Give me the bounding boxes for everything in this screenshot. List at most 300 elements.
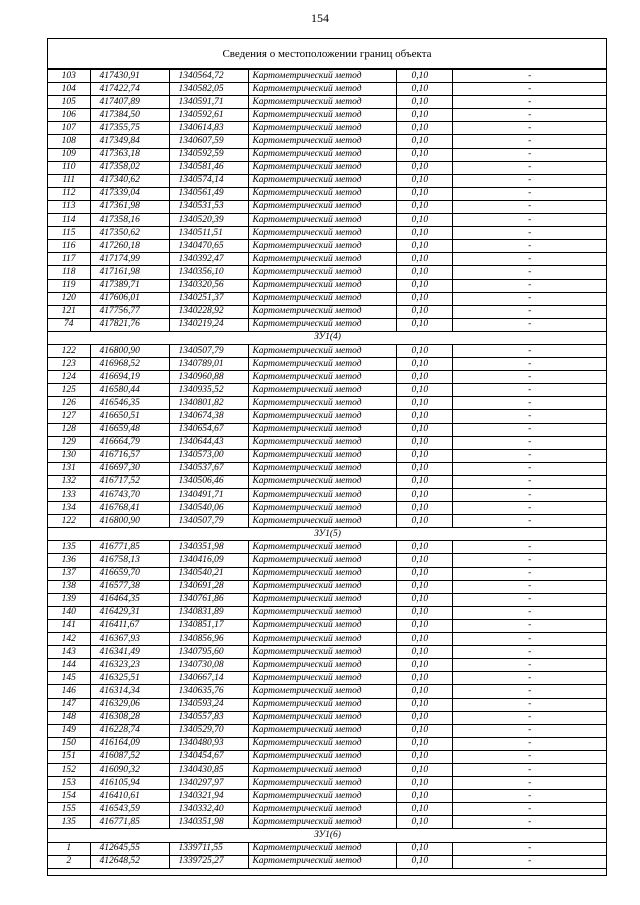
method-cell: Картометрический метод [248, 318, 396, 331]
method-cell: Картометрический метод [248, 567, 396, 580]
accuracy-cell: 0,10 [396, 318, 452, 331]
point-number: 155 [48, 803, 90, 816]
table-row [48, 266, 607, 279]
coord-x: 417821,76 [90, 318, 169, 331]
accuracy-cell: 0,10 [396, 750, 452, 763]
description-cell: - [452, 763, 607, 776]
coord-x: 417358,16 [90, 214, 169, 227]
point-number: 2 [48, 855, 90, 868]
table-row [48, 397, 607, 410]
point-number: 74 [48, 318, 90, 331]
point-number: 149 [48, 724, 90, 737]
description-cell: - [452, 410, 607, 423]
section-title: ЗУ1(5) [48, 528, 607, 541]
table-row [48, 279, 607, 292]
method-cell: Картометрический метод [248, 541, 396, 554]
coord-y: 1340356,10 [169, 266, 248, 279]
accuracy-cell: 0,10 [396, 449, 452, 462]
point-number: 112 [48, 187, 90, 200]
description-cell: - [452, 790, 607, 803]
accuracy-cell: 0,10 [396, 515, 452, 528]
table-row [48, 724, 607, 737]
table-row [48, 659, 607, 672]
accuracy-cell: 0,10 [396, 279, 452, 292]
method-cell: Картометрический метод [248, 135, 396, 148]
table-row [48, 122, 607, 135]
coord-x: 416429,31 [90, 606, 169, 619]
accuracy-cell: 0,10 [396, 70, 452, 83]
accuracy-cell: 0,10 [396, 266, 452, 279]
description-cell: - [452, 489, 607, 502]
coord-x: 417339,04 [90, 187, 169, 200]
point-number: 153 [48, 777, 90, 790]
coord-x: 417350,62 [90, 227, 169, 240]
method-cell: Картометрический метод [248, 580, 396, 593]
method-cell: Картометрический метод [248, 174, 396, 187]
description-cell: - [452, 227, 607, 240]
point-number: 141 [48, 619, 90, 632]
method-cell: Картометрический метод [248, 462, 396, 475]
coord-x: 417407,89 [90, 96, 169, 109]
coord-x: 416771,85 [90, 541, 169, 554]
table-row [48, 672, 607, 685]
method-cell: Картометрический метод [248, 70, 396, 83]
point-number: 139 [48, 593, 90, 606]
coord-x: 416367,93 [90, 633, 169, 646]
coord-y: 1340228,92 [169, 305, 248, 318]
description-cell: - [452, 737, 607, 750]
description-cell: - [452, 803, 607, 816]
method-cell: Картометрический метод [248, 397, 396, 410]
description-cell: - [452, 187, 607, 200]
table-row [48, 148, 607, 161]
coord-x: 416329,06 [90, 698, 169, 711]
accuracy-cell: 0,10 [396, 619, 452, 632]
coord-x: 417340,62 [90, 174, 169, 187]
method-cell: Картометрический метод [248, 515, 396, 528]
coord-x: 416694,19 [90, 371, 169, 384]
coord-y: 1340592,59 [169, 148, 248, 161]
description-cell: - [452, 83, 607, 96]
table-row [48, 711, 607, 724]
method-cell: Картометрический метод [248, 685, 396, 698]
accuracy-cell: 0,10 [396, 489, 452, 502]
coord-y: 1340511,51 [169, 227, 248, 240]
point-number: 130 [48, 449, 90, 462]
coord-y: 1339711,55 [169, 842, 248, 855]
point-number: 131 [48, 462, 90, 475]
accuracy-cell: 0,10 [396, 96, 452, 109]
point-number: 114 [48, 214, 90, 227]
coord-y: 1340789,01 [169, 358, 248, 371]
table-row [48, 187, 607, 200]
point-number: 144 [48, 659, 90, 672]
description-cell: - [452, 200, 607, 213]
table-row [48, 606, 607, 619]
coord-x: 416659,70 [90, 567, 169, 580]
accuracy-cell: 0,10 [396, 711, 452, 724]
method-cell: Картометрический метод [248, 777, 396, 790]
coord-y: 1339725,27 [169, 855, 248, 868]
table-row [48, 633, 607, 646]
accuracy-cell: 0,10 [396, 698, 452, 711]
coord-x: 416087,52 [90, 750, 169, 763]
description-cell: - [452, 423, 607, 436]
description-cell: - [452, 305, 607, 318]
coord-y: 1340531,53 [169, 200, 248, 213]
method-cell: Картометрический метод [248, 122, 396, 135]
method-cell: Картометрический метод [248, 633, 396, 646]
coord-y: 1340219,24 [169, 318, 248, 331]
accuracy-cell: 0,10 [396, 737, 452, 750]
point-number: 108 [48, 135, 90, 148]
accuracy-cell: 0,10 [396, 161, 452, 174]
accuracy-cell: 0,10 [396, 633, 452, 646]
table-row [48, 344, 607, 357]
coord-x: 416314,34 [90, 685, 169, 698]
coord-x: 416697,30 [90, 462, 169, 475]
coord-x: 416580,44 [90, 384, 169, 397]
description-cell: - [452, 567, 607, 580]
table-row [48, 240, 607, 253]
coord-y: 1340332,40 [169, 803, 248, 816]
coord-y: 1340592,61 [169, 109, 248, 122]
point-number: 138 [48, 580, 90, 593]
table-row [48, 475, 607, 488]
point-number: 115 [48, 227, 90, 240]
accuracy-cell: 0,10 [396, 109, 452, 122]
accuracy-cell: 0,10 [396, 344, 452, 357]
coord-y: 1340635,76 [169, 685, 248, 698]
method-cell: Картометрический метод [248, 672, 396, 685]
boundary-table-frame [47, 38, 607, 876]
coord-y: 1340529,70 [169, 724, 248, 737]
description-cell: - [452, 711, 607, 724]
description-cell: - [452, 554, 607, 567]
coord-y: 1340491,71 [169, 489, 248, 502]
accuracy-cell: 0,10 [396, 502, 452, 515]
table-row [48, 580, 607, 593]
table-row [48, 214, 607, 227]
accuracy-cell: 0,10 [396, 724, 452, 737]
coord-y: 1340795,60 [169, 646, 248, 659]
coord-y: 1340644,43 [169, 436, 248, 449]
coord-y: 1340674,38 [169, 410, 248, 423]
method-cell: Картометрический метод [248, 659, 396, 672]
coord-y: 1340801,82 [169, 397, 248, 410]
description-cell: - [452, 109, 607, 122]
coord-x: 416800,90 [90, 344, 169, 357]
coord-y: 1340581,46 [169, 161, 248, 174]
point-number: 136 [48, 554, 90, 567]
coord-y: 1340856,96 [169, 633, 248, 646]
point-number: 103 [48, 70, 90, 83]
method-cell: Картометрический метод [248, 646, 396, 659]
coord-x: 416659,48 [90, 423, 169, 436]
table-row [48, 371, 607, 384]
coord-y: 1340607,59 [169, 135, 248, 148]
point-number: 154 [48, 790, 90, 803]
description-cell: - [452, 318, 607, 331]
description-cell: - [452, 70, 607, 83]
point-number: 106 [48, 109, 90, 122]
method-cell: Картометрический метод [248, 698, 396, 711]
method-cell: Картометрический метод [248, 750, 396, 763]
accuracy-cell: 0,10 [396, 135, 452, 148]
method-cell: Картометрический метод [248, 790, 396, 803]
accuracy-cell: 0,10 [396, 646, 452, 659]
description-cell: - [452, 646, 607, 659]
coord-x: 416771,85 [90, 816, 169, 829]
method-cell: Картометрический метод [248, 240, 396, 253]
description-cell: - [452, 580, 607, 593]
coord-x: 417349,84 [90, 135, 169, 148]
accuracy-cell: 0,10 [396, 410, 452, 423]
point-number: 148 [48, 711, 90, 724]
table-row [48, 698, 607, 711]
point-number: 151 [48, 750, 90, 763]
table-row [48, 292, 607, 305]
coord-y: 1340540,21 [169, 567, 248, 580]
description-cell: - [452, 855, 607, 868]
point-number: 122 [48, 515, 90, 528]
method-cell: Картометрический метод [248, 855, 396, 868]
coord-x: 416758,13 [90, 554, 169, 567]
coord-x: 416546,35 [90, 397, 169, 410]
accuracy-cell: 0,10 [396, 685, 452, 698]
point-number: 134 [48, 502, 90, 515]
description-cell: - [452, 724, 607, 737]
method-cell: Картометрический метод [248, 96, 396, 109]
coord-x: 416308,28 [90, 711, 169, 724]
table-row [48, 436, 607, 449]
coord-x: 416411,67 [90, 619, 169, 632]
coord-x: 417361,98 [90, 200, 169, 213]
method-cell: Картометрический метод [248, 266, 396, 279]
coord-x: 416164,09 [90, 737, 169, 750]
description-cell: - [452, 515, 607, 528]
coord-y: 1340667,14 [169, 672, 248, 685]
accuracy-cell: 0,10 [396, 567, 452, 580]
table-row [48, 541, 607, 554]
description-cell: - [452, 240, 607, 253]
coordinates-table-body [48, 70, 607, 869]
coord-x: 416543,59 [90, 803, 169, 816]
method-cell: Картометрический метод [248, 803, 396, 816]
coord-y: 1340574,14 [169, 174, 248, 187]
method-cell: Картометрический метод [248, 737, 396, 750]
description-cell: - [452, 371, 607, 384]
section-title: ЗУ1(6) [48, 829, 607, 842]
description-cell: - [452, 253, 607, 266]
accuracy-cell: 0,10 [396, 803, 452, 816]
accuracy-cell: 0,10 [396, 593, 452, 606]
description-cell: - [452, 397, 607, 410]
method-cell: Картометрический метод [248, 619, 396, 632]
coord-x: 416090,32 [90, 763, 169, 776]
point-number: 129 [48, 436, 90, 449]
coord-y: 1340520,39 [169, 214, 248, 227]
coord-x: 416228,74 [90, 724, 169, 737]
coord-y: 1340321,94 [169, 790, 248, 803]
coord-y: 1340430,85 [169, 763, 248, 776]
description-cell: - [452, 619, 607, 632]
point-number: 143 [48, 646, 90, 659]
method-cell: Картометрический метод [248, 724, 396, 737]
description-cell: - [452, 358, 607, 371]
coord-x: 416464,35 [90, 593, 169, 606]
description-cell: - [452, 502, 607, 515]
accuracy-cell: 0,10 [396, 384, 452, 397]
point-number: 113 [48, 200, 90, 213]
method-cell: Картометрический метод [248, 449, 396, 462]
description-cell: - [452, 698, 607, 711]
table-row [48, 567, 607, 580]
description-cell: - [452, 462, 607, 475]
coord-x: 417355,75 [90, 122, 169, 135]
section-row [48, 331, 607, 344]
coord-y: 1340564,72 [169, 70, 248, 83]
coord-y: 1340582,05 [169, 83, 248, 96]
coord-x: 417384,50 [90, 109, 169, 122]
accuracy-cell: 0,10 [396, 397, 452, 410]
accuracy-cell: 0,10 [396, 187, 452, 200]
accuracy-cell: 0,10 [396, 855, 452, 868]
method-cell: Картометрический метод [248, 253, 396, 266]
coord-x: 412648,52 [90, 855, 169, 868]
point-number: 120 [48, 292, 90, 305]
point-number: 126 [48, 397, 90, 410]
description-cell: - [452, 842, 607, 855]
method-cell: Картометрический метод [248, 305, 396, 318]
coord-y: 1340935,52 [169, 384, 248, 397]
method-cell: Картометрический метод [248, 384, 396, 397]
coord-x: 417363,18 [90, 148, 169, 161]
coord-x: 416968,52 [90, 358, 169, 371]
table-row [48, 777, 607, 790]
coord-y: 1340351,98 [169, 541, 248, 554]
point-number: 146 [48, 685, 90, 698]
point-number: 109 [48, 148, 90, 161]
accuracy-cell: 0,10 [396, 227, 452, 240]
point-number: 111 [48, 174, 90, 187]
point-number: 150 [48, 737, 90, 750]
coord-y: 1340416,09 [169, 554, 248, 567]
description-cell: - [452, 449, 607, 462]
coord-y: 1340251,37 [169, 292, 248, 305]
table-row [48, 96, 607, 109]
method-cell: Картометрический метод [248, 475, 396, 488]
coord-x: 416768,41 [90, 502, 169, 515]
description-cell: - [452, 685, 607, 698]
method-cell: Картометрический метод [248, 371, 396, 384]
accuracy-cell: 0,10 [396, 423, 452, 436]
method-cell: Картометрический метод [248, 83, 396, 96]
description-cell: - [452, 122, 607, 135]
coord-y: 1340507,79 [169, 344, 248, 357]
point-number: 152 [48, 763, 90, 776]
coord-x: 416664,79 [90, 436, 169, 449]
table-row [48, 200, 607, 213]
description-cell: - [452, 541, 607, 554]
method-cell: Картометрический метод [248, 227, 396, 240]
coord-x: 417389,71 [90, 279, 169, 292]
method-cell: Картометрический метод [248, 816, 396, 829]
coord-y: 1340557,83 [169, 711, 248, 724]
accuracy-cell: 0,10 [396, 148, 452, 161]
table-row [48, 161, 607, 174]
point-number: 105 [48, 96, 90, 109]
point-number: 117 [48, 253, 90, 266]
coord-y: 1340614,83 [169, 122, 248, 135]
coord-x: 416743,70 [90, 489, 169, 502]
coord-y: 1340537,67 [169, 462, 248, 475]
description-cell: - [452, 750, 607, 763]
table-row [48, 750, 607, 763]
method-cell: Картометрический метод [248, 344, 396, 357]
coord-x: 416323,23 [90, 659, 169, 672]
point-number: 121 [48, 305, 90, 318]
point-number: 135 [48, 816, 90, 829]
point-number: 125 [48, 384, 90, 397]
coord-y: 1340960,88 [169, 371, 248, 384]
description-cell: - [452, 174, 607, 187]
accuracy-cell: 0,10 [396, 174, 452, 187]
description-cell: - [452, 659, 607, 672]
coord-y: 1340320,56 [169, 279, 248, 292]
method-cell: Картометрический метод [248, 489, 396, 502]
table-row [48, 423, 607, 436]
table-row [48, 384, 607, 397]
point-number: 140 [48, 606, 90, 619]
method-cell: Картометрический метод [248, 187, 396, 200]
method-cell: Картометрический метод [248, 148, 396, 161]
coord-x: 417161,98 [90, 266, 169, 279]
point-number: 124 [48, 371, 90, 384]
method-cell: Картометрический метод [248, 109, 396, 122]
table-row [48, 593, 607, 606]
description-cell: - [452, 214, 607, 227]
description-cell: - [452, 436, 607, 449]
point-number: 128 [48, 423, 90, 436]
description-cell: - [452, 606, 607, 619]
coord-x: 416716,57 [90, 449, 169, 462]
accuracy-cell: 0,10 [396, 790, 452, 803]
description-cell: - [452, 672, 607, 685]
method-cell: Картометрический метод [248, 292, 396, 305]
table-row [48, 803, 607, 816]
method-cell: Картометрический метод [248, 711, 396, 724]
table-row [48, 449, 607, 462]
point-number: 110 [48, 161, 90, 174]
coord-x: 416800,90 [90, 515, 169, 528]
coord-x: 416650,51 [90, 410, 169, 423]
coord-x: 412645,55 [90, 842, 169, 855]
accuracy-cell: 0,10 [396, 371, 452, 384]
table-row [48, 489, 607, 502]
accuracy-cell: 0,10 [396, 436, 452, 449]
coord-y: 1340691,28 [169, 580, 248, 593]
point-number: 147 [48, 698, 90, 711]
description-cell: - [452, 384, 607, 397]
coord-y: 1340297,97 [169, 777, 248, 790]
coord-y: 1340470,65 [169, 240, 248, 253]
coord-x: 417174,99 [90, 253, 169, 266]
method-cell: Картометрический метод [248, 554, 396, 567]
coord-y: 1340392,47 [169, 253, 248, 266]
table-row [48, 737, 607, 750]
accuracy-cell: 0,10 [396, 475, 452, 488]
